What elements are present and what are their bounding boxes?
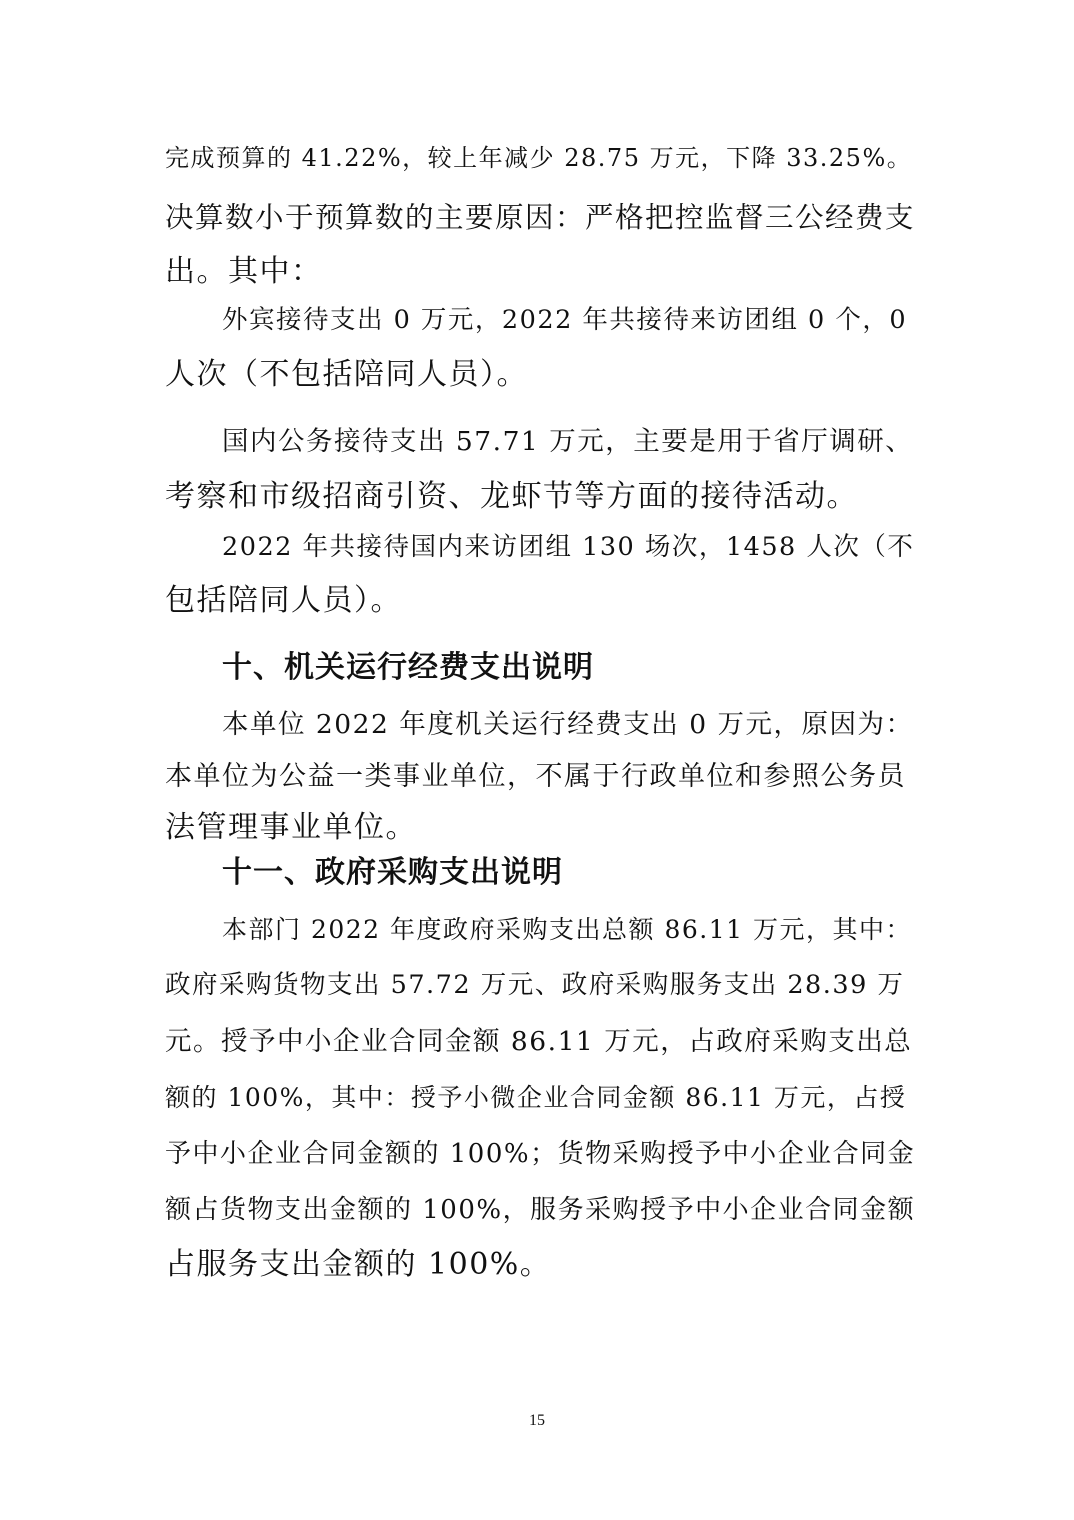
paragraph-line: 决算数小于预算数的主要原因：严格把控监督三公经费支 <box>165 201 916 234</box>
paragraph-line: 占服务支出金额的 100%。 <box>165 1247 552 1282</box>
paragraph-line: 本部门 2022 年度政府采购支出总额 86.11 万元，其中： <box>222 915 912 944</box>
paragraph-line: 2022 年共接待国内来访团组 130 场次，1458 人次（不 <box>222 532 915 562</box>
paragraph-line: 出。其中： <box>165 254 323 289</box>
paragraph-line: 完成预算的 41.22%，较上年减少 28.75 万元，下降 33.25%。 <box>165 144 913 172</box>
paragraph-line: 本单位为公益一类事业单位，不属于行政单位和参照公务员 <box>165 761 906 792</box>
paragraph-line: 包括陪同人员）。 <box>165 583 402 618</box>
paragraph-line: 予中小企业合同金额的 100%；货物采购授予中小企业合同金 <box>165 1139 916 1169</box>
paragraph-line: 法管理事业单位。 <box>165 810 417 845</box>
paragraph-line: 额的 100%，其中：授予小微企业合同金额 86.11 万元，占授 <box>165 1083 907 1112</box>
paragraph-line: 额占货物支出金额的 100%，服务采购授予中小企业合同金额 <box>165 1195 916 1225</box>
section-heading: 十一、政府采购支出说明 <box>222 855 563 890</box>
paragraph-line: 考察和市级招商引资、龙虾节等方面的接待活动。 <box>165 479 858 514</box>
paragraph-line: 人次（不包括陪同人员）。 <box>165 357 528 392</box>
section-heading: 十、机关运行经费支出说明 <box>222 650 594 685</box>
page-number: 15 <box>529 1412 545 1429</box>
paragraph-line: 政府采购货物支出 57.72 万元、政府采购服务支出 28.39 万 <box>165 970 905 1000</box>
paragraph-line: 元。授予中小企业合同金额 86.11 万元，占政府采购支出总 <box>165 1026 913 1057</box>
paragraph-line: 国内公务接待支出 57.71 万元，主要是用于省厅调研、 <box>222 426 914 457</box>
paragraph-line: 本单位 2022 年度机关运行经费支出 0 万元，原因为： <box>222 709 914 740</box>
paragraph-line: 外宾接待支出 0 万元，2022 年共接待来访团组 0 个，0 <box>222 305 908 335</box>
